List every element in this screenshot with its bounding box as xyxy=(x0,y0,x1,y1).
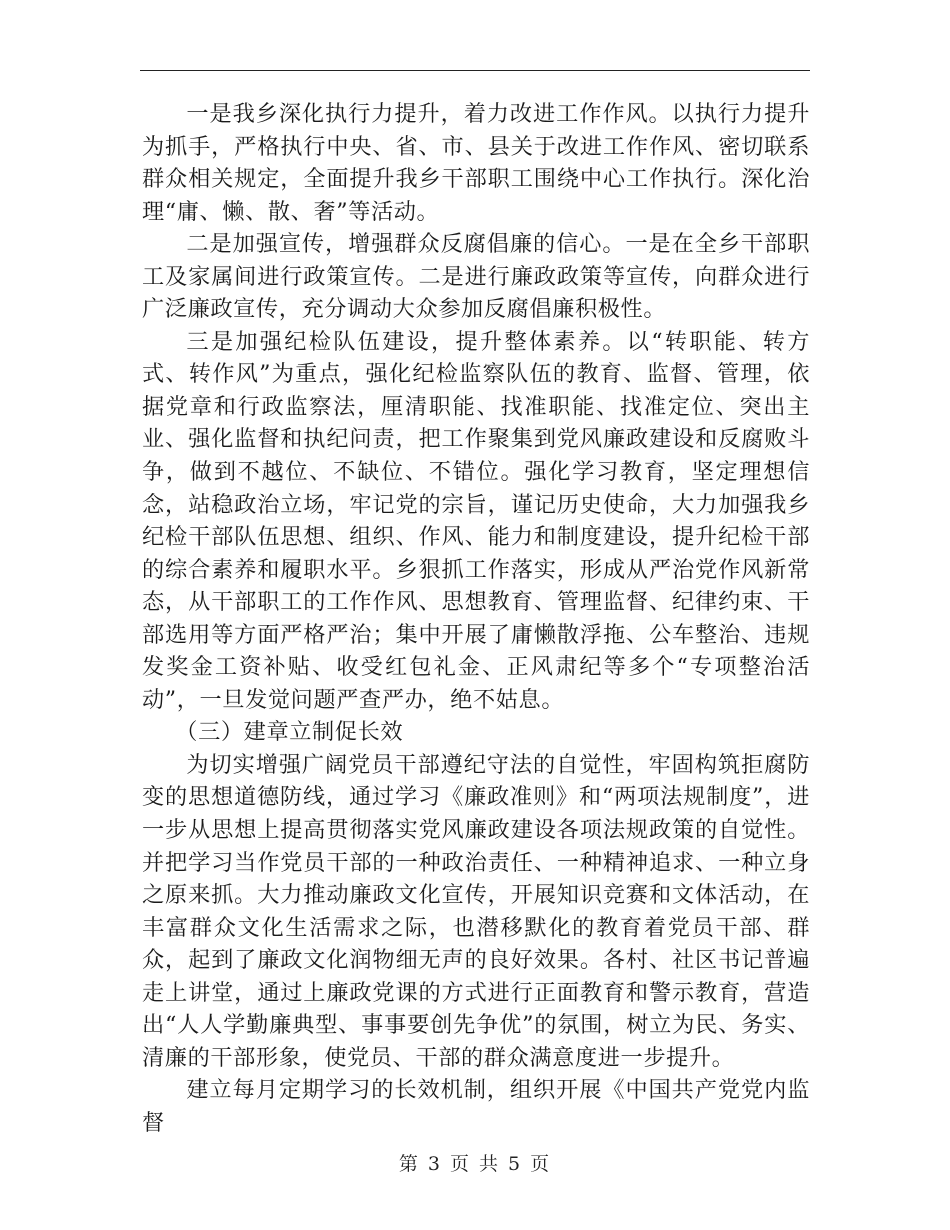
header-rule xyxy=(140,70,810,71)
page-number-footer: 第 3 页 共 5 页 xyxy=(398,1153,552,1175)
paragraph-2: 二是加强宣传，增强群众反腐倡廉的信心。一是在全乡干部职工及家属间进行政策宣传。二是进行廉政政策等宣传，向群众进行广泛廉政宣传，充分调动大众参加反腐倡廉积极性。 xyxy=(142,231,810,323)
paragraph-3: 三是加强纪检队伍建设，提升整体素养。以“转职能、转方式、转作风”为重点，强化纪检监察队伍的教育、监督、管理，依据党章和行政监察法，厘清职能、找准职能、找准定位、突出主业、强化监督和执纪问责，把工作聚集到党风廉政建设和反腐败斗争，做到不越位、不缺位、不错位。强化学习教育，坚定理想信念，站稳政治立场，牢记党的宗旨，谨记历史使命，大力加强我乡纪检干部队伍思想、组织、作风、能力和制度建设，提升纪检干部的综合素养和履职水平。乡狠抓工作落实，形成从严治党作风新常态，从干部职工的工作作风、思想教育、管理监督、纪律约束、干部选用等方面严格严治；集中开展了庸懒散浮拖、公车整治、违规发奖金工资补贴、收受红包礼金、正风肃纪等多个“专项整治活动”，一旦发觉问题严查严办，绝不姑息。 xyxy=(142,328,810,713)
paragraph-5: 建立每月定期学习的长效机制，组织开展《中国共产党党内监督 xyxy=(142,1077,810,1136)
document-body xyxy=(142,98,810,1140)
section-heading: （三）建章立制促长效 xyxy=(175,719,404,746)
paragraph-4: 为切实增强广阔党员干部遵纪守法的自觉性，牢固构筑拒腐防变的思想道德防线，通过学习《廉政准则》和“两项法规制度”，进一步从思想上提高贯彻落实党风廉政建设各项法规政策的自觉性。并把学习当作党员干部的一种政治责任、一种精神追求、一种立身之原来抓。大力推动廉政文化宣传，开展知识竞赛和文体活动，在丰富群众文化生活需求之际，也潜移默化的教育着党员干部、群众，起到了廉政文化润物细无声的良好效果。各村、社区书记普遍走上讲堂，通过上廉政党课的方式进行正面教育和警示教育，营造出“人人学勤廉典型、事事要创先争优”的氛围，树立为民、务实、清廉的干部形象，使党员、干部的群众满意度进一步提升。 xyxy=(142,751,810,1071)
paragraph-1: 一是我乡深化执行力提升，着力改进工作作风。以执行力提升为抓手，严格执行中央、省、市、县关于改进工作作风、密切联系群众相关规定，全面提升我乡干部职工围绕中心工作执行。深化治理“庸、懒、散、奢”等活动。 xyxy=(142,101,810,225)
